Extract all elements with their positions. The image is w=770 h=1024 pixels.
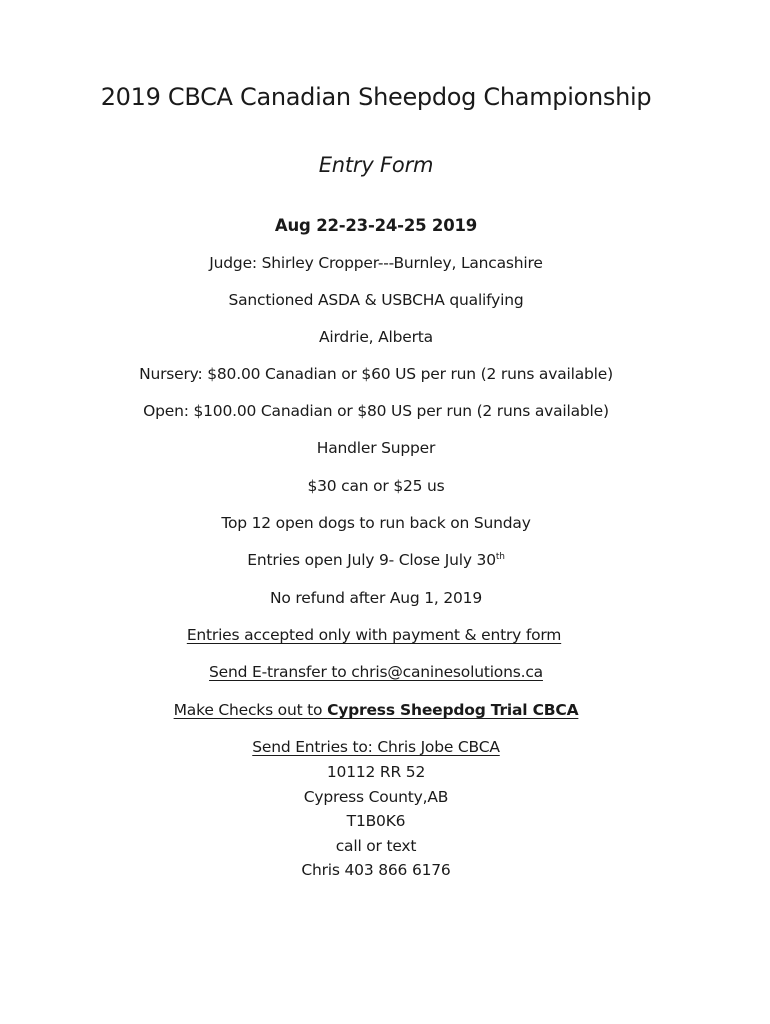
send-entries-line	[0, 737, 752, 757]
open-fee-line: Open: $100.00 Canadian or $80 US per run (2 runs available)	[143, 402, 609, 420]
checks-line	[0, 700, 752, 720]
address-county: Cypress County,AB	[303, 788, 449, 806]
judge-line: Judge: Shirley Cropper---Burnley, Lancashire	[209, 254, 543, 272]
entries-window-suffix: th	[495, 551, 505, 562]
accepted-note-line	[0, 625, 750, 645]
page-title: 2019 CBCA Canadian Sheepdog Championship	[100, 83, 652, 111]
refund-line: No refund after Aug 1, 2019	[270, 589, 482, 607]
handler-supper-heading: Handler Supper	[316, 439, 436, 457]
sanctioned-line: Sanctioned ASDA & USBCHA qualifying	[228, 291, 524, 309]
entries-window-text: Entries open July 9- Close July 30	[247, 551, 496, 569]
event-dates: Aug 22-23-24-25 2019	[274, 216, 478, 235]
etransfer-line	[0, 662, 752, 682]
checks-prefix: Make Checks out to	[173, 701, 328, 719]
nursery-fee-line: Nursery: $80.00 Canadian or $60 US per run (2 runs available)	[139, 365, 613, 383]
send-entries: Send Entries to: Chris Jobe CBCA	[252, 738, 500, 756]
page-subtitle: Entry Form	[318, 153, 434, 177]
runback-line: Top 12 open dogs to run back on Sunday	[221, 514, 531, 532]
contact-phone: Chris 403 866 6176	[301, 861, 451, 879]
entries-window-line	[0, 550, 752, 570]
location-line: Airdrie, Alberta	[319, 328, 433, 346]
contact-method: call or text	[335, 837, 417, 855]
address-street: 10112 RR 52	[326, 763, 426, 781]
etransfer-link[interactable]: Send E-transfer to chris@caninesolutions.ca	[209, 663, 543, 681]
handler-supper-price: $30 can or $25 us	[307, 477, 445, 495]
checks-payee: Cypress Sheepdog Trial CBCA	[327, 701, 579, 719]
address-postal: T1B0K6	[346, 812, 406, 830]
accepted-note: Entries accepted only with payment & entry form	[186, 626, 562, 644]
